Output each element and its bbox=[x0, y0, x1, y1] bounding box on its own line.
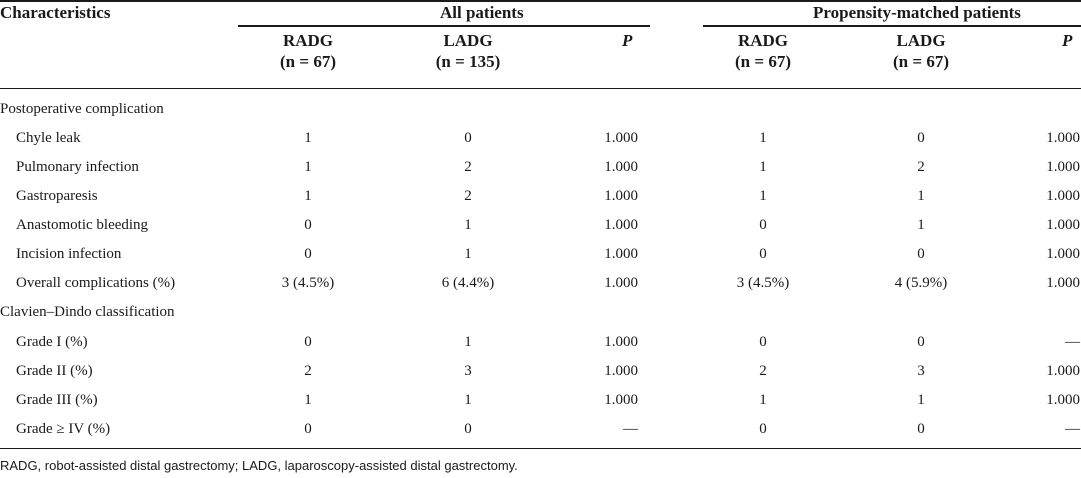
cell-matched-radg: 0 bbox=[759, 246, 767, 262]
cell-all-ladg: 2 bbox=[464, 159, 472, 175]
cell-matched-radg: 1 bbox=[759, 159, 767, 175]
cell-all-radg: 1 bbox=[304, 159, 312, 175]
cell-matched-radg: 1 bbox=[759, 188, 767, 204]
cell-all-p: — bbox=[623, 421, 638, 437]
header-rule bbox=[0, 88, 1081, 89]
cell-matched-radg: 0 bbox=[759, 217, 767, 233]
cell-all-radg: 0 bbox=[304, 421, 312, 437]
cell-all-p: 1.000 bbox=[604, 217, 638, 233]
table-row bbox=[0, 240, 1081, 269]
cell-all-radg: 1 bbox=[304, 188, 312, 204]
cell-matched-radg: 3 (4.5%) bbox=[736, 275, 790, 291]
header-all-ladg-label: LADG bbox=[443, 31, 493, 50]
table-row bbox=[0, 124, 1081, 153]
cell-matched-ladg: 1 bbox=[917, 188, 925, 204]
cell-matched-ladg: 0 bbox=[917, 421, 925, 437]
table-row bbox=[0, 182, 1081, 211]
header-all-radg-n: (n = 67) bbox=[280, 52, 336, 71]
cell-all-p: 1.000 bbox=[604, 159, 638, 175]
row-label: Grade ≥ IV (%) bbox=[16, 421, 111, 437]
row-label: Grade II (%) bbox=[16, 363, 93, 379]
header-all-ladg bbox=[398, 30, 538, 72]
cell-matched-radg: 1 bbox=[759, 130, 767, 146]
cell-matched-p: 1.000 bbox=[1046, 159, 1080, 175]
cell-matched-p: 1.000 bbox=[1046, 392, 1080, 408]
cell-all-p: 1.000 bbox=[604, 188, 638, 204]
section-title: Postoperative complication bbox=[0, 101, 164, 117]
cell-matched-ladg: 3 bbox=[917, 363, 925, 379]
header-all-radg-label: RADG bbox=[282, 31, 334, 50]
cell-all-p: 1.000 bbox=[604, 246, 638, 262]
cell-matched-ladg: 4 (5.9%) bbox=[894, 275, 948, 291]
header-matched-p: P bbox=[1062, 31, 1073, 50]
row-label: Gastroparesis bbox=[16, 188, 98, 204]
table-row bbox=[0, 153, 1081, 182]
cell-all-p: 1.000 bbox=[604, 363, 638, 379]
cell-matched-p: 1.000 bbox=[1046, 363, 1080, 379]
cell-all-radg: 0 bbox=[304, 217, 312, 233]
table-row bbox=[0, 415, 1081, 444]
cell-matched-ladg: 1 bbox=[917, 392, 925, 408]
cell-matched-p: — bbox=[1065, 334, 1080, 350]
header-matched-ladg-n: (n = 67) bbox=[893, 52, 949, 71]
cell-all-ladg: 1 bbox=[464, 246, 472, 262]
table-footnote: RADG, robot-assisted distal gastrectomy; LADG, laparoscopy-assisted distal gastrectomy. bbox=[0, 458, 518, 473]
cell-matched-p: 1.000 bbox=[1046, 275, 1080, 291]
cell-matched-radg: 1 bbox=[759, 392, 767, 408]
cell-all-p: 1.000 bbox=[604, 275, 638, 291]
cell-all-radg: 2 bbox=[304, 363, 312, 379]
section-title-row bbox=[0, 298, 1081, 327]
section-title: Clavien–Dindo classification bbox=[0, 304, 175, 320]
cell-all-p: 1.000 bbox=[604, 392, 638, 408]
table-row bbox=[0, 357, 1081, 386]
header-all-radg bbox=[238, 30, 378, 72]
cell-matched-p: 1.000 bbox=[1046, 130, 1080, 146]
cell-matched-p: 1.000 bbox=[1046, 188, 1080, 204]
header-characteristics: Characteristics bbox=[0, 3, 111, 22]
header-all-p: P bbox=[622, 31, 633, 50]
cell-matched-radg: 0 bbox=[759, 334, 767, 350]
cell-all-ladg: 1 bbox=[464, 392, 472, 408]
cell-all-radg: 0 bbox=[304, 334, 312, 350]
table-row bbox=[0, 211, 1081, 240]
header-matched-ladg-label: LADG bbox=[896, 31, 946, 50]
header-matched-radg-n: (n = 67) bbox=[735, 52, 791, 71]
group-rule-matched bbox=[703, 25, 1081, 27]
cell-all-radg: 1 bbox=[304, 392, 312, 408]
cell-matched-ladg: 0 bbox=[917, 334, 925, 350]
row-label: Chyle leak bbox=[16, 130, 81, 146]
row-label: Grade III (%) bbox=[16, 392, 98, 408]
cell-all-p: 1.000 bbox=[604, 130, 638, 146]
cell-all-ladg: 1 bbox=[464, 217, 472, 233]
row-label: Grade I (%) bbox=[16, 334, 88, 350]
bottom-rule bbox=[0, 448, 1081, 449]
header-matched-radg bbox=[693, 30, 833, 72]
cell-all-ladg: 0 bbox=[464, 421, 472, 437]
header-all-ladg-n: (n = 135) bbox=[435, 52, 501, 71]
cell-matched-p: 1.000 bbox=[1046, 246, 1080, 262]
header-group-matched: Propensity-matched patients bbox=[813, 3, 1021, 22]
header-matched-radg-label: RADG bbox=[737, 31, 789, 50]
cell-all-ladg: 6 (4.4%) bbox=[441, 275, 495, 291]
cell-all-ladg: 0 bbox=[464, 130, 472, 146]
group-rule-all bbox=[238, 25, 650, 27]
row-label: Overall complications (%) bbox=[16, 275, 176, 291]
cell-all-p: 1.000 bbox=[604, 334, 638, 350]
cell-all-radg: 3 (4.5%) bbox=[281, 275, 335, 291]
cell-matched-p: 1.000 bbox=[1046, 217, 1080, 233]
cell-matched-ladg: 1 bbox=[917, 217, 925, 233]
row-label: Pulmonary infection bbox=[16, 159, 139, 175]
cell-all-ladg: 2 bbox=[464, 188, 472, 204]
table-row bbox=[0, 386, 1081, 415]
cell-matched-ladg: 0 bbox=[917, 246, 925, 262]
cell-matched-radg: 0 bbox=[759, 421, 767, 437]
row-label: Incision infection bbox=[16, 246, 122, 262]
cell-all-ladg: 1 bbox=[464, 334, 472, 350]
table-row bbox=[0, 269, 1081, 298]
table-row bbox=[0, 328, 1081, 357]
cell-all-radg: 0 bbox=[304, 246, 312, 262]
header-matched-ladg bbox=[851, 30, 991, 72]
cell-all-ladg: 3 bbox=[464, 363, 472, 379]
cell-all-radg: 1 bbox=[304, 130, 312, 146]
section-title-row bbox=[0, 95, 1081, 124]
row-label: Anastomotic bleeding bbox=[16, 217, 149, 233]
cell-matched-p: — bbox=[1065, 421, 1080, 437]
header-group-all: All patients bbox=[440, 3, 524, 22]
cell-matched-ladg: 0 bbox=[917, 130, 925, 146]
cell-matched-ladg: 2 bbox=[917, 159, 925, 175]
cell-matched-radg: 2 bbox=[759, 363, 767, 379]
